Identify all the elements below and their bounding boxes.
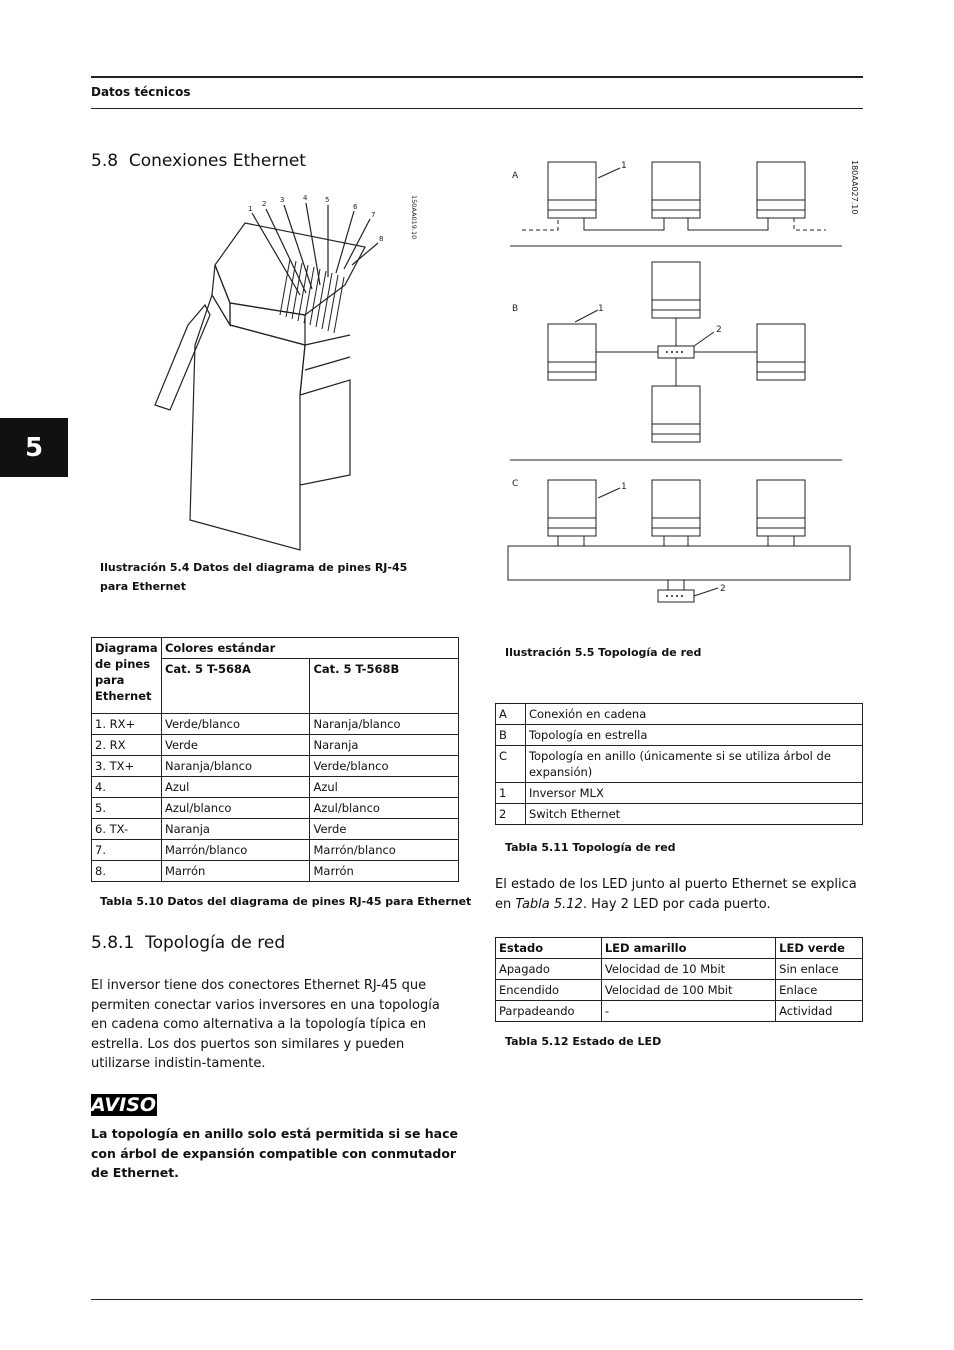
table-row [496, 746, 863, 783]
notice-label: AVISO! [91, 1094, 165, 1116]
table-row [496, 725, 863, 746]
table-510-caption: Tabla 5.10 Datos del diagrama de pines RJ-45 para Ethernet [100, 895, 472, 908]
table-row [496, 980, 863, 1001]
table-header-568b: Cat. 5 T-568B [310, 659, 459, 714]
pin-label: 6 [353, 203, 358, 211]
table-cell: Naranja [161, 819, 310, 840]
chapter-tab: 5 [0, 418, 68, 477]
table-cell: Inversor MLX [525, 783, 862, 804]
header-top-rule [91, 76, 863, 78]
footer-rule [91, 1299, 863, 1300]
topology-legend-table [495, 703, 863, 825]
section-number: 5.8 [91, 151, 119, 171]
table-cell: 2 [496, 804, 526, 825]
table-cell: Marrón/blanco [310, 840, 459, 861]
table-row [92, 840, 459, 861]
table-cell: Verde [310, 819, 459, 840]
table-cell: Naranja/blanco [161, 756, 310, 777]
table-cell: Velocidad de 10 Mbit [601, 959, 775, 980]
network-topology-figure [500, 150, 870, 610]
callout-inverter: 1 [621, 482, 627, 492]
topology-label-b: B [512, 304, 519, 314]
table-row [496, 804, 863, 825]
running-header: Datos técnicos [91, 85, 191, 99]
table-cell: Azul [161, 777, 310, 798]
led-status-table [495, 937, 863, 1022]
table-header: LED amarillo [601, 938, 775, 959]
pin-label: 3 [280, 196, 285, 204]
table-cell: Apagado [496, 959, 602, 980]
callout-switch: 2 [720, 584, 726, 594]
table-cell: 5. [92, 798, 162, 819]
section-heading [91, 151, 306, 171]
pin-label: 8 [379, 235, 384, 243]
table-cell: Encendido [496, 980, 602, 1001]
pin-label: 7 [371, 211, 376, 219]
table-header-568a: Cat. 5 T-568A [161, 659, 310, 714]
table-header-row [496, 938, 863, 959]
table-cell: 8. [92, 861, 162, 882]
table-cell: Azul/blanco [310, 798, 459, 819]
table-cell: Verde [161, 735, 310, 756]
table-row [92, 714, 459, 735]
notice-text: La topología en anillo solo está permitida si se hace con árbol de expansión compatible con conmutador de Ethernet. [91, 1126, 458, 1180]
table-row [92, 861, 459, 882]
table-cell: Conexión en cadena [525, 704, 862, 725]
table-header-colors: Colores estándar [161, 638, 458, 659]
table-cell: Verde/blanco [161, 714, 310, 735]
topology-label-c: C [512, 479, 519, 489]
pin-label: 4 [303, 194, 308, 202]
figure-code: 150AA019.10 [410, 195, 418, 240]
table-header-pin: Diagrama de pines para Ethernet [92, 638, 162, 714]
table-cell: Topología en anillo (únicamente si se utiliza árbol de expansión) [525, 746, 862, 783]
table-cell: 2. RX [92, 735, 162, 756]
table-cell: Sin enlace [776, 959, 863, 980]
table-cell: 1. RX+ [92, 714, 162, 735]
table-cell: Actividad [776, 1001, 863, 1022]
subsection-number: 5.8.1 [91, 933, 135, 953]
table-cell: Verde/blanco [310, 756, 459, 777]
header-bottom-rule [91, 108, 863, 109]
table-cell: Azul/blanco [161, 798, 310, 819]
table-cell: A [496, 704, 526, 725]
table-cell: 1 [496, 783, 526, 804]
subsection-title: Topología de red [145, 933, 286, 953]
table-cell: 3. TX+ [92, 756, 162, 777]
table-511-caption: Tabla 5.11 Topología de red [505, 841, 676, 854]
table-cell: - [601, 1001, 775, 1022]
led-paragraph [495, 875, 865, 914]
led-text: El estado de los LED junto al puerto Ethernet se explica en [495, 877, 857, 912]
pin-label: 1 [248, 205, 253, 213]
table-cell: C [496, 746, 526, 783]
callout-inverter: 1 [621, 161, 627, 171]
table-cell: Velocidad de 100 Mbit [601, 980, 775, 1001]
table-cell: Switch Ethernet [525, 804, 862, 825]
table-cell: 4. [92, 777, 162, 798]
table-cell: 6. TX- [92, 819, 162, 840]
led-text: . Hay 2 LED por cada puerto. [582, 896, 771, 912]
table-cell: Marrón [310, 861, 459, 882]
table-cell: Enlace [776, 980, 863, 1001]
table-512-caption: Tabla 5.12 Estado de LED [505, 1035, 662, 1048]
figure-code: 180AA027.10 [850, 160, 859, 215]
table-row [92, 798, 459, 819]
table-header: Estado [496, 938, 602, 959]
callout-switch: 2 [716, 325, 722, 335]
rj45-connector-figure [140, 185, 430, 555]
section-title: Conexiones Ethernet [128, 151, 306, 171]
table-cell: B [496, 725, 526, 746]
table-row [496, 783, 863, 804]
table-cell: Naranja/blanco [310, 714, 459, 735]
pin-label: 2 [262, 200, 267, 208]
table-cell: Marrón [161, 861, 310, 882]
pin-label: 5 [325, 196, 330, 204]
table-cell: Marrón/blanco [161, 840, 310, 861]
table-row [92, 819, 459, 840]
table-row [92, 777, 459, 798]
callout-inverter: 1 [598, 304, 604, 314]
figure-54-caption: Ilustración 5.4 Datos del diagrama de pines RJ-45 para Ethernet [100, 561, 408, 593]
topology-label-a: A [512, 171, 519, 181]
table-cell: Naranja [310, 735, 459, 756]
table-header: LED verde [776, 938, 863, 959]
subsection-heading [91, 933, 285, 953]
figure-55-caption: Ilustración 5.5 Topología de red [505, 646, 702, 659]
table-row [92, 735, 459, 756]
table-reference: Tabla 5.12 [515, 896, 583, 912]
table-cell: Azul [310, 777, 459, 798]
table-row [496, 704, 863, 725]
table-cell: Parpadeando [496, 1001, 602, 1022]
topology-paragraph: El inversor tiene dos conectores Ethernet RJ-45 que permiten conectar varios inversores en una topología en cadena como alternativa a la topología típica en estrella. Los dos puertos son similares y pueden utilizarse indistin-tamente. [91, 978, 440, 1071]
table-row [92, 756, 459, 777]
table-row [496, 1001, 863, 1022]
table-cell: Topología en estrella [525, 725, 862, 746]
pinout-table [91, 637, 459, 882]
table-cell: 7. [92, 840, 162, 861]
table-row [496, 959, 863, 980]
